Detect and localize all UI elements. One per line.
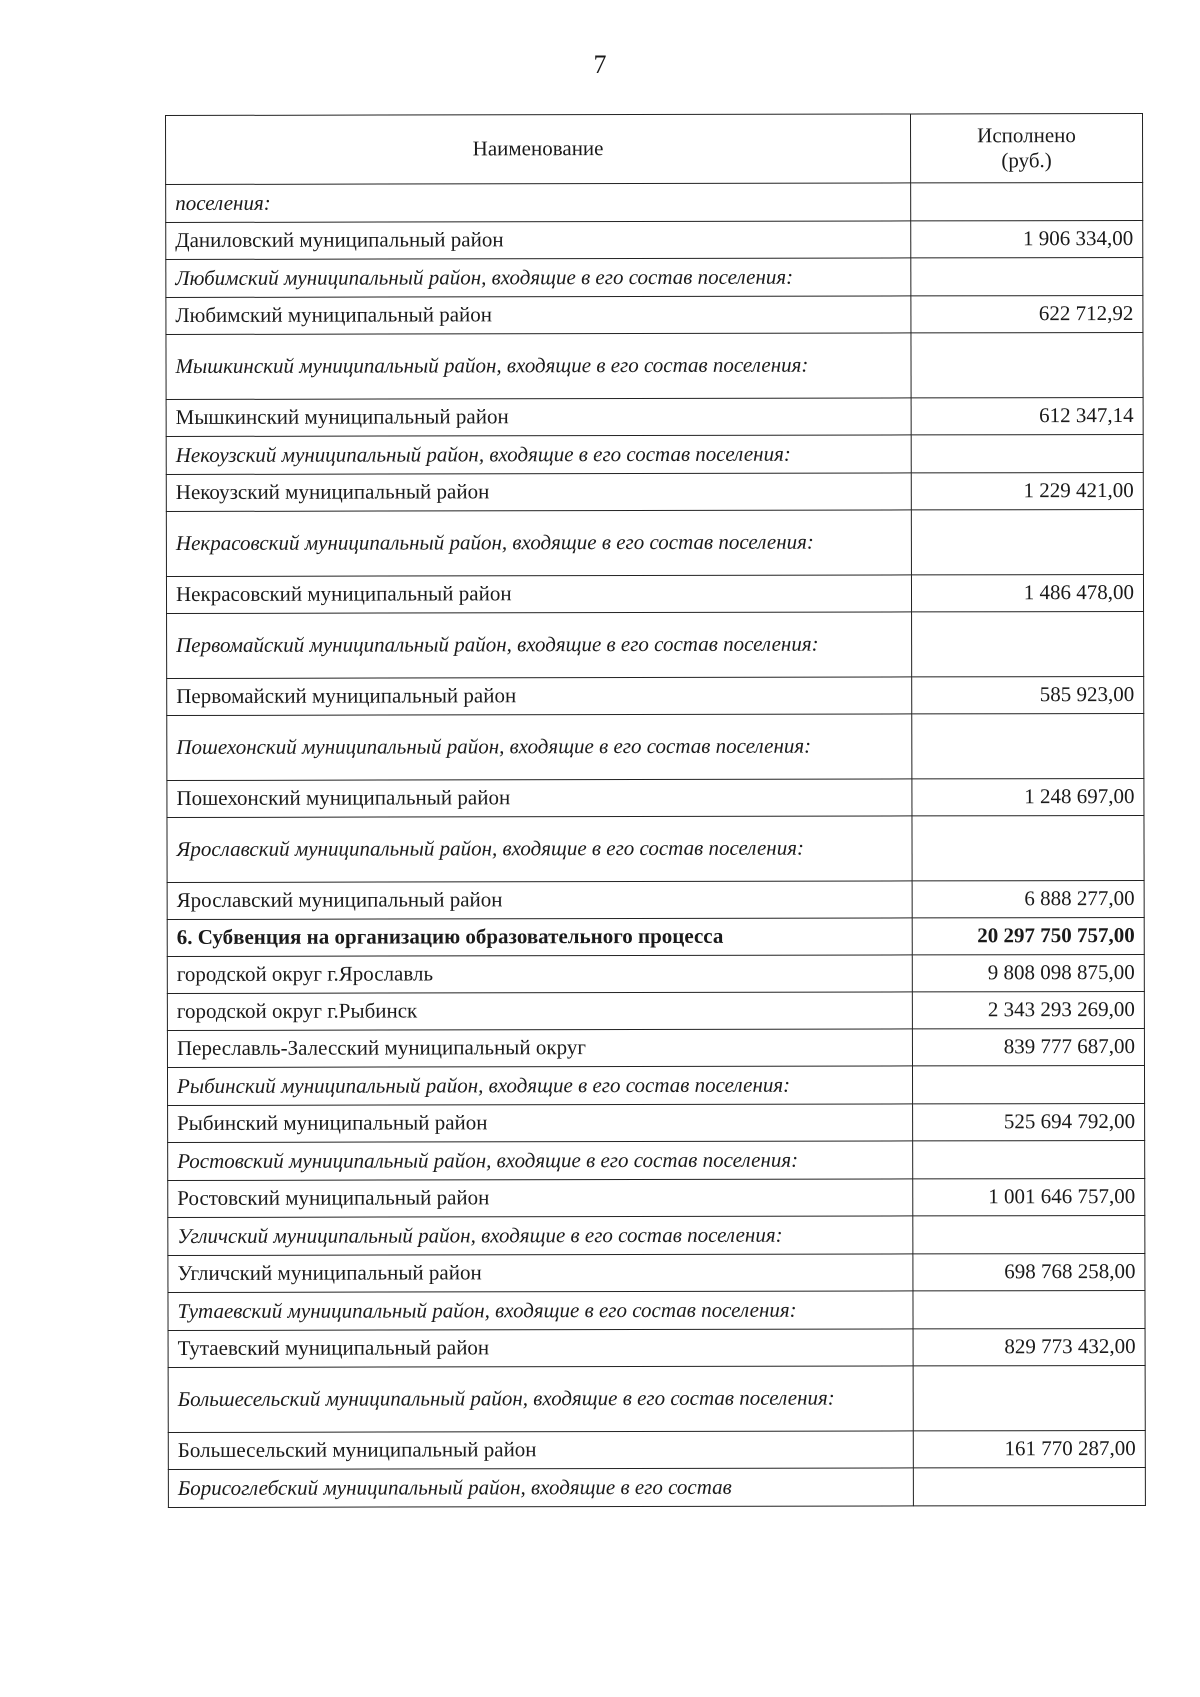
row-amount: 161 770 287,00 — [913, 1430, 1145, 1467]
row-name: Ростовский муниципальный район, входящие в его состав поселения: — [168, 1141, 913, 1181]
row-name: городской округ г.Ярославль — [167, 955, 912, 994]
row-amount — [913, 1467, 1145, 1505]
row-amount: 2 343 293 269,00 — [912, 991, 1144, 1028]
group-heading-row — [167, 611, 1144, 678]
group-heading-row — [168, 1365, 1145, 1432]
group-heading-row — [167, 1065, 1144, 1105]
row-amount: 1 486 478,00 — [911, 574, 1143, 611]
row-name: Некрасовский муниципальный район, входящие в его состав поселения: — [166, 510, 911, 577]
row-amount: 1 906 334,00 — [911, 220, 1143, 257]
table-row — [167, 880, 1144, 919]
table-row — [166, 574, 1143, 613]
group-heading-row — [166, 182, 1143, 222]
group-heading-row — [166, 509, 1143, 576]
column-header-name: Наименование — [166, 114, 911, 185]
row-name: Переславль-Залесский муниципальный округ — [167, 1029, 912, 1068]
row-name: Борисоглебский муниципальный район, входящие в его состав — [168, 1468, 913, 1508]
row-name: Большесельский муниципальный район — [168, 1431, 913, 1470]
row-name: Тутаевский муниципальный район — [168, 1329, 913, 1368]
table-row — [168, 1178, 1145, 1217]
row-name: Некоузский муниципальный район — [166, 473, 911, 512]
table-row — [168, 1253, 1145, 1292]
row-amount: 9 808 098 875,00 — [912, 954, 1144, 991]
table-body — [166, 182, 1146, 1507]
row-name: Мышкинский муниципальный район, входящие в его состав поселения: — [166, 333, 911, 400]
row-amount: 585 923,00 — [912, 676, 1144, 713]
page-number: 7 — [593, 50, 607, 79]
row-name: Некоузский муниципальный район, входящие в его состав поселения: — [166, 435, 911, 475]
group-heading-row — [168, 1467, 1145, 1507]
row-name: Ярославский муниципальный район, входящие в его состав поселения: — [167, 816, 912, 883]
row-amount — [911, 332, 1143, 397]
row-name: городской округ г.Рыбинск — [167, 992, 912, 1031]
row-name: Большесельский муниципальный район, входящие в его состав поселения: — [168, 1366, 913, 1433]
table-row — [167, 1028, 1144, 1067]
row-name: 6. Субвенция на организацию образовательного процесса — [167, 918, 912, 957]
row-amount: 839 777 687,00 — [912, 1028, 1144, 1065]
row-name: Тутаевский муниципальный район, входящие в его состав поселения: — [168, 1291, 913, 1331]
group-heading-row — [167, 815, 1144, 882]
table-row — [168, 1430, 1145, 1469]
table-row — [167, 954, 1144, 993]
group-heading-row — [168, 1290, 1145, 1330]
column-header-amount-line2: (руб.) — [1001, 148, 1052, 173]
row-name: Мышкинский муниципальный район — [166, 398, 911, 437]
row-name: Угличский муниципальный район, входящие в его состав поселения: — [168, 1216, 913, 1256]
table-header-row — [166, 113, 1143, 184]
group-heading-row — [168, 1215, 1145, 1255]
row-amount — [913, 1140, 1145, 1178]
row-name: Любимский муниципальный район — [166, 296, 911, 335]
row-name: Любимский муниципальный район, входящие в его состав поселения: — [166, 258, 911, 298]
row-name: Пошехонский муниципальный район — [167, 779, 912, 818]
row-amount: 6 888 277,00 — [912, 880, 1144, 917]
row-amount: 698 768 258,00 — [913, 1253, 1145, 1290]
row-amount — [913, 1215, 1145, 1253]
row-amount — [911, 257, 1143, 295]
group-heading-row — [166, 434, 1143, 474]
row-amount — [912, 815, 1144, 880]
group-heading-row — [166, 332, 1143, 399]
table-row — [167, 991, 1144, 1030]
group-heading-row — [166, 257, 1143, 297]
row-amount — [913, 1365, 1145, 1430]
table-row — [166, 397, 1143, 436]
row-amount: 20 297 750 757,00 — [912, 917, 1144, 954]
row-amount — [911, 509, 1143, 574]
row-name: Ярославский муниципальный район — [167, 881, 912, 920]
row-name: поселения: — [166, 183, 911, 223]
row-name: Пошехонский муниципальный район, входящие в его состав поселения: — [167, 714, 912, 781]
row-amount — [912, 611, 1144, 676]
row-amount — [913, 1290, 1145, 1328]
row-amount — [912, 1065, 1144, 1103]
table-row — [167, 778, 1144, 817]
row-amount: 622 712,92 — [911, 295, 1143, 332]
row-amount — [912, 713, 1144, 778]
row-amount: 612 347,14 — [911, 397, 1143, 434]
column-header-amount-line1: Исполнено — [977, 122, 1076, 148]
row-name: Даниловский муниципальный район — [166, 221, 911, 260]
group-heading-row — [168, 1140, 1145, 1180]
table-row — [168, 1103, 1145, 1142]
group-heading-row — [167, 713, 1144, 780]
budget-table — [165, 113, 1146, 1508]
table-row — [168, 1328, 1145, 1367]
row-name: Первомайский муниципальный район — [167, 677, 912, 716]
row-amount — [911, 434, 1143, 472]
row-name: Ростовский муниципальный район — [168, 1179, 913, 1218]
table-row — [166, 295, 1143, 334]
row-amount: 525 694 792,00 — [913, 1103, 1145, 1140]
row-name: Рыбинский муниципальный район — [168, 1104, 913, 1143]
row-amount: 1 001 646 757,00 — [913, 1178, 1145, 1215]
row-name: Рыбинский муниципальный район, входящие в его состав поселения: — [167, 1066, 912, 1106]
row-name: Первомайский муниципальный район, входящие в его состав поселения: — [167, 612, 912, 679]
row-amount: 829 773 432,00 — [913, 1328, 1145, 1365]
section-row — [167, 917, 1144, 956]
row-name: Угличский муниципальный район — [168, 1254, 913, 1293]
table-row — [167, 676, 1144, 715]
row-name: Некрасовский муниципальный район — [166, 575, 911, 614]
row-amount — [911, 182, 1143, 220]
row-amount: 1 229 421,00 — [911, 472, 1143, 509]
column-header-amount — [910, 113, 1142, 182]
table-row — [166, 220, 1143, 259]
table-row — [166, 472, 1143, 511]
row-amount: 1 248 697,00 — [912, 778, 1144, 815]
